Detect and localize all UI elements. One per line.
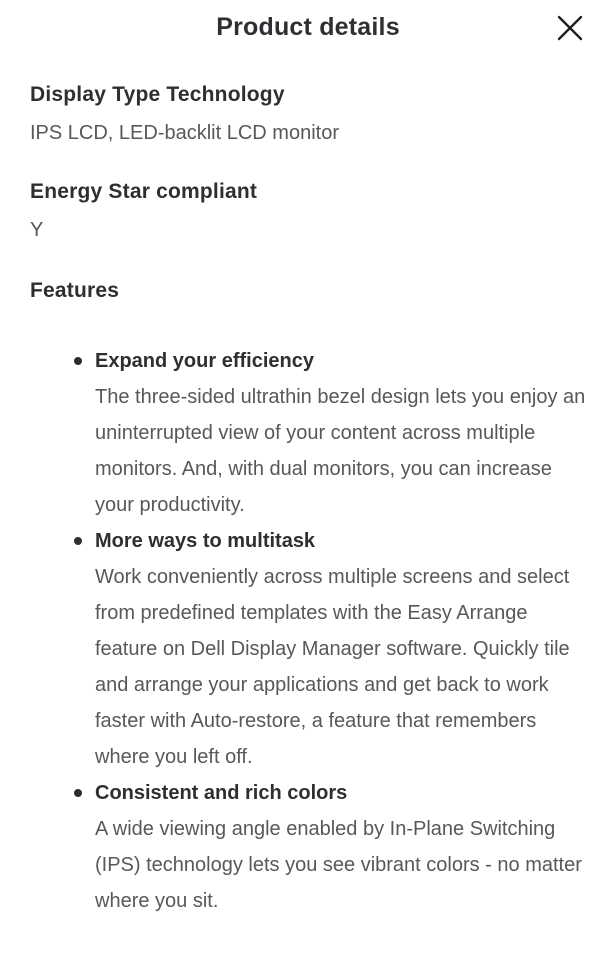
close-icon	[555, 13, 585, 43]
spec-value-display-type: IPS LCD, LED-backlit LCD monitor	[30, 122, 339, 144]
features-list	[30, 343, 586, 919]
feature-title: More ways to multitask	[95, 530, 316, 552]
modal-content	[0, 83, 616, 945]
spec-value-energy-star: Y	[30, 219, 44, 241]
feature-item	[95, 775, 586, 919]
features-section	[30, 279, 586, 919]
feature-title: Expand your efficiency	[95, 350, 314, 372]
modal-header	[0, 0, 616, 50]
bullet-icon	[74, 537, 82, 545]
feature-description: Work conveniently across multiple screens and select from predefined templates with the Easy Arrange feature on Dell Display Manager software. Quickly tile and arrange your applications and get back to work faster with Auto-restore, a feature that remembers where you left off.	[95, 566, 570, 768]
bullet-icon	[74, 357, 82, 365]
modal-title: Product details	[216, 13, 400, 41]
feature-item	[95, 343, 586, 523]
spec-label-energy-star: Energy Star compliant	[30, 180, 258, 203]
feature-item	[95, 523, 586, 775]
feature-description: The three-sided ultrathin bezel design lets you enjoy an uninterrupted view of your content across multiple monitors. And, with dual monitors, you can increase your productivity.	[95, 386, 586, 516]
bullet-icon	[74, 789, 82, 797]
feature-description: A wide viewing angle enabled by In-Plane Switching (IPS) technology lets you see vibrant colors - no matter where you sit.	[95, 818, 582, 912]
spec-section-display-type	[30, 83, 586, 147]
spec-label-display-type: Display Type Technology	[30, 83, 285, 106]
spec-section-energy-star	[30, 180, 586, 244]
close-button[interactable]	[552, 10, 588, 46]
features-heading: Features	[30, 279, 120, 302]
feature-title: Consistent and rich colors	[95, 782, 348, 804]
